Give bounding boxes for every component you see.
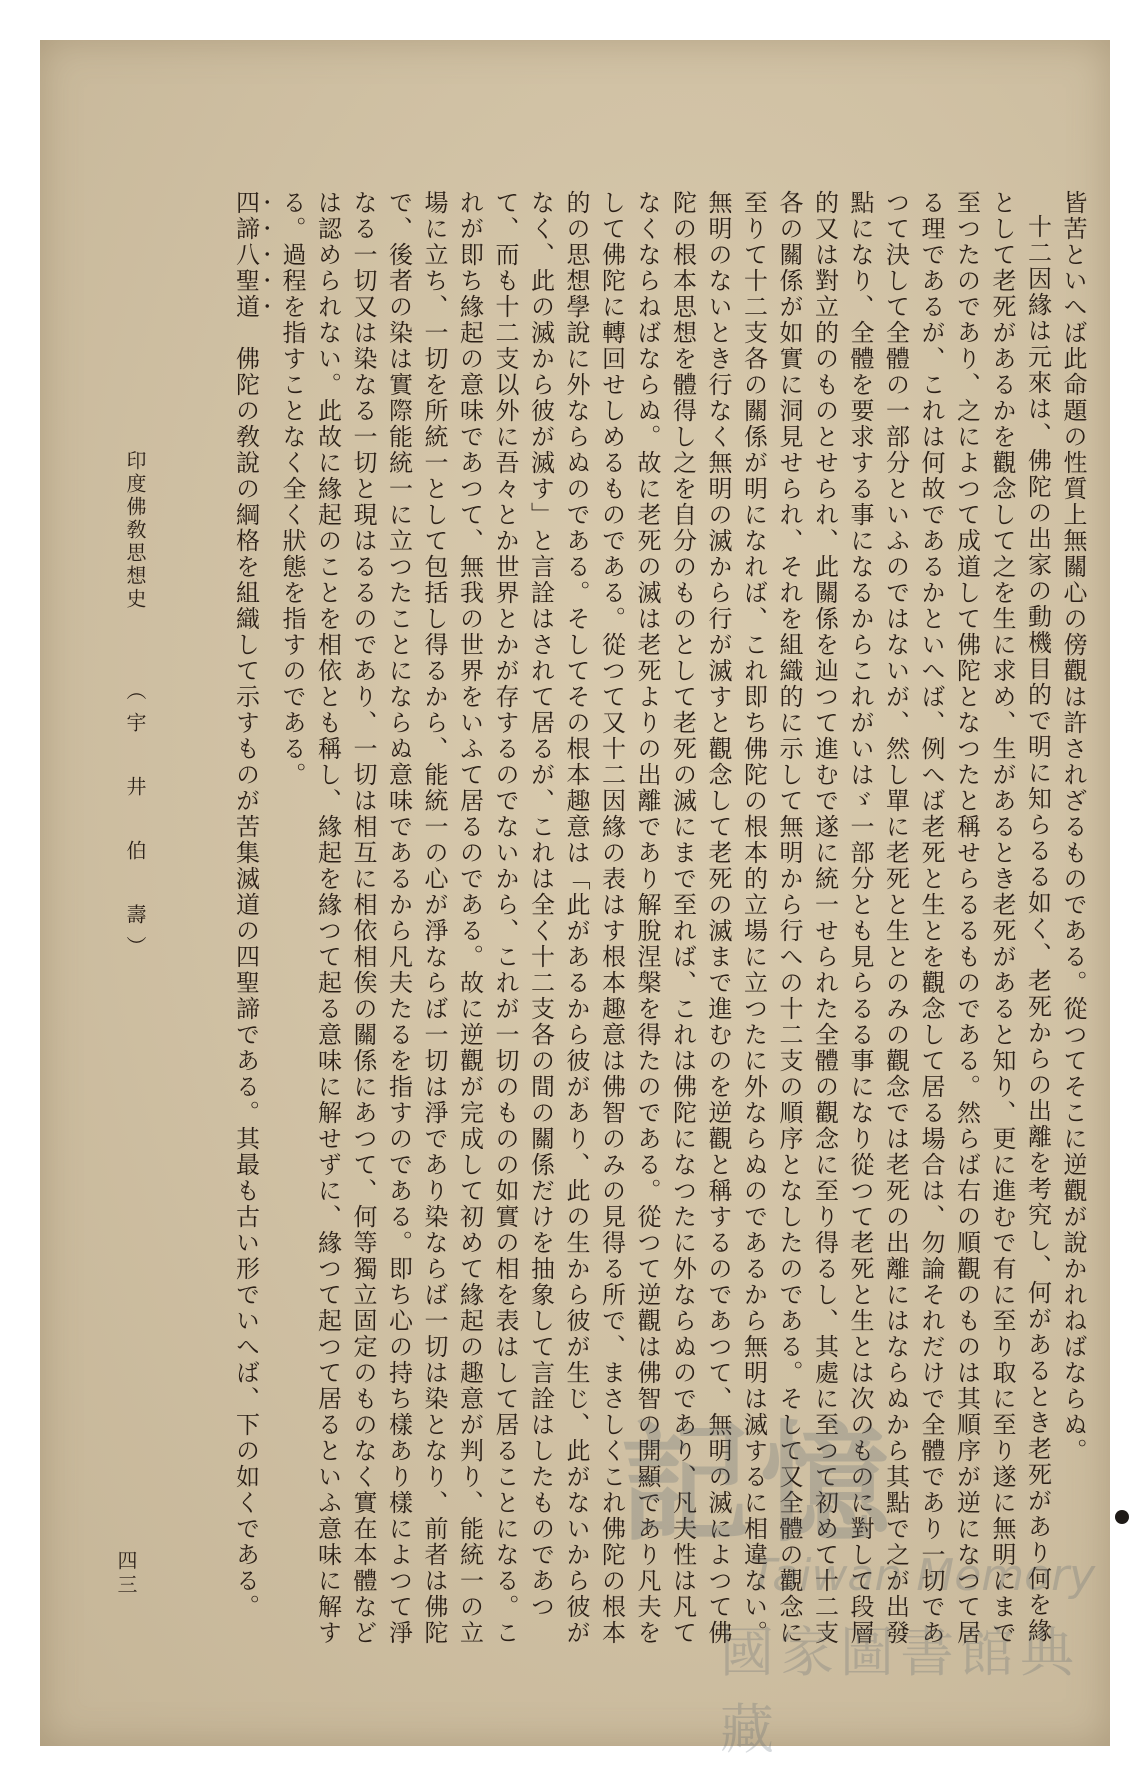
section-heading: 四諦八聖道 [231,190,260,320]
section-paragraph [227,190,274,1650]
watermark-sub: 國家圖書館典藏 [720,1621,1080,1761]
page-number: 四三 [114,1550,138,1598]
watermark-main: 記憶 [620,1408,901,1560]
book-title: 印度佛敎思想史 [123,450,147,611]
watermark-latin: Taiwan Memory [750,1550,1096,1601]
vertical-text-body [210,190,1090,1650]
author-name: （宇 井 伯 壽） [123,680,147,969]
paragraph-2: 十二因緣は元來は、佛陀の出家の動機目的で明に知らるる如く、老死からの出離を考究し、何があるとき老死があり何を緣として老死があるかを觀念して之を生に求め、生があるとき老死があると知り、更に進むで有に至り取に至り遂に無明にまで至つたのであり、之によつて成道して佛陀となつたと稱せらるるものである。然らば右の順觀のものは其順序が逆になつて居る理であるが、これは何故であるかといへば、例へば老死と生とを觀念して居る場合は、勿論それだけで全體であり一切であつて決して全體の一部分といふのではないが、然し單に老死と生とのみの觀念では老死の出離にはならぬから其點で之が出發點になり、全體を要求する事になるからこれがいはゞ一部分とも見らるる事になり從つて老死と生とは次のものに對して段層的又は對立的のものとせられ、此關係を辿つて進むで遂に統一せられた全體の觀念に至り得るし、其處に至つて初めて十二支各の關係が如實に洞見せられ、それを組織的に示して無明から行への十二支の順序となしたのである。そして又全體の觀念に至りて十二支各の關係が明になれば、これ即ち佛陀の根本的立場に立つたに外ならぬのであるから無明は滅するに相違ない。無明のないとき行なく無明の滅から行が滅すと觀念して老死の滅まで進むのを逆觀と稱するのであつて、無明の滅によつて佛陀の根本思想を體得し之を自分のものとして老死の滅にまで至れば、これは佛陀になつたに外ならぬのであり、凡夫性は凡てなくならねばならぬ。故に老死の滅は老死よりの出離であり解脫涅槃を得たのである。從つて逆觀は佛智の開顯であり凡夫をして佛陀に轉回せしめるものである。從つて又十二因緣の表はす根本趣意は佛智のみの見得る所で、まさしくこれ佛陀の根本的の思想學說に外ならぬのである。そしてその根本趣意は「此があるから彼があり、此の生から彼が生じ、此がないから彼がなく、此の滅から彼が滅す」と言詮はされて居るが、これは全く十二支各の間の關係だけを抽象して言詮はしたものであつて、而も十二支以外に吾々とか世界とかが存するのでないから、これが一切のものの如實の相を表はして居ることになる。これが即ち緣起の意味であつて、無我の世界をいふて居るのである。故に逆觀が完成して初めて緣起の趣意が判り、能統一の立場に立ち、一切を所統一として包括し得るから、能統一の心が淨ならば一切は淨であり染ならば一切は染となり、前者は佛陀で、後者の染は實際能統一に立つたことにならぬ意味であるから凡夫たるを指すのである。即ち心の持ち樣あり樣によつて淨なる一切又は染なる一切と現はるるのであり、一切は相互に相依相俟の關係にあつて、何等獨立固定のものなく實在本體などは認められない。此故に緣起のことを相依とも稱し、緣起を緣つて起る意味に解せずに、緣つて起つて居るといふ意味に解する。過程を指すことなく全く狀態を指すのである。 [278,190,1052,1646]
running-footer [110,450,150,1550]
binding-hole [1115,1510,1129,1524]
paragraph-1: 皆苦といへば此命題の性質上無關心の傍觀は許されざるものである。從つてそこに逆觀が說かれねばならぬ。 [1059,190,1087,1464]
section-text: 佛陀の敎說の綱格を組織して示すものが苦集滅道の四聖諦である。其最も古い形でいへば、下の如くである。 [231,346,260,1620]
scanned-page [40,40,1110,1761]
